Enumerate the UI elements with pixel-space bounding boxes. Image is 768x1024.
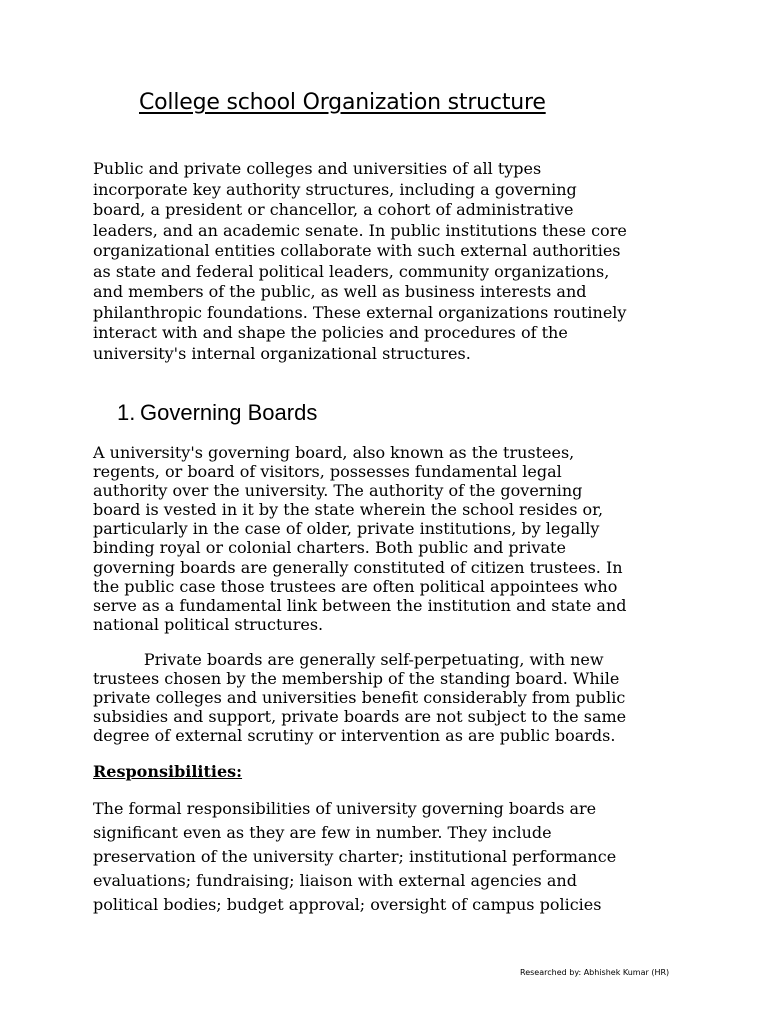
footer-credit: Researched by: Abhishek Kumar (HR) [520,968,670,977]
document-title: College school Organization structure [139,90,546,115]
section-heading-text: Governing Boards [140,400,318,425]
responsibilities-subheading: Responsibilities: [93,762,243,781]
section-number: 1. [117,400,136,425]
governing-boards-paragraph-1: A university's governing board, also known as the trustees, regents, or board of visitors, possesses fundamental legal authority over the university. The authority of the governing board is vested in it by the state wherein the school resides or, particularly in the case of older, private institutions, by legally binding royal or colonial charters. Both public and private governing boards are generally constituted of citizen trustees. In the public case those trustees are often political appointees who serve as a fundamental link between the institution and state and national political structures. [93,443,627,634]
section-heading [117,400,317,426]
governing-boards-paragraph-2: Private boards are generally self-perpetuating, with new trustees chosen by the membership of the standing board. While private colleges and universities benefit considerably from public subsidies and support, private boards are not subject to the same degree of external scrutiny or intervention as are public boards. [93,650,627,746]
intro-paragraph: Public and private colleges and universities of all types incorporate key authority structures, including a governing board, a president or chancellor, a cohort of administrative leaders, and an academic senate. In public institutions these core organizational entities collaborate with such external authorities as state and federal political leaders, community organizations, and members of the public, as well as business interests and philanthropic foundations. These external organizations routinely interact with and shape the policies and procedures of the university's internal organizational structures. [93,159,627,363]
responsibilities-paragraph: The formal responsibilities of university governing boards are significant even as they are few in number. They include preservation of the university charter; institutional performance evaluations; fundraising; liaison with external agencies and political bodies; budget approval; oversight of campus policies [93,799,617,914]
